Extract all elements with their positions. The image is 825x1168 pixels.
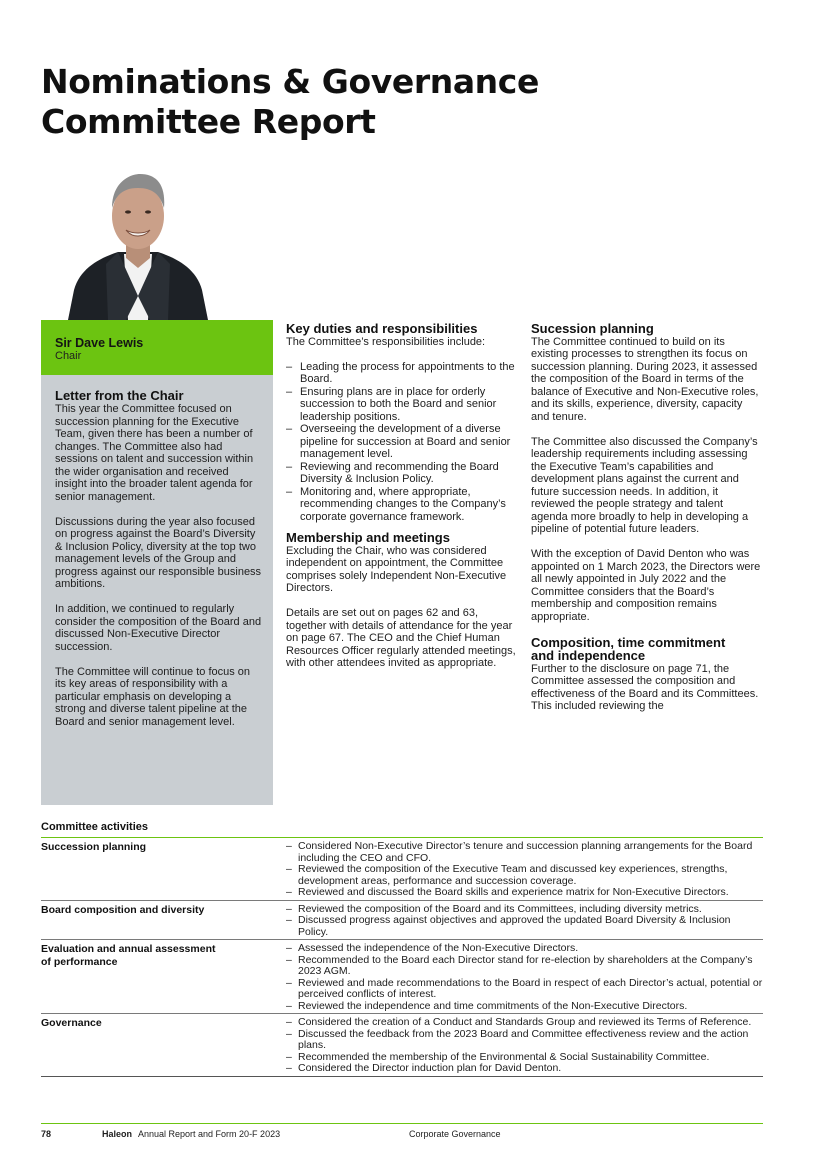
list-item: – Recommended to the Board each Director stand for re-election by shareholders at the Company’s 2023 AGM.	[286, 955, 763, 978]
activity-items	[286, 904, 763, 939]
list-item: – Reviewed the composition of the Board and its Committees, including diversity metrics.	[286, 904, 763, 916]
footer-divider	[41, 1123, 763, 1124]
activity-label	[41, 904, 286, 939]
activity-items	[286, 943, 763, 1012]
report-title: Annual Report and Form 20-F 2023	[138, 1129, 281, 1139]
table-row	[41, 940, 763, 1014]
list-item: – Monitoring and, where appropriate, recommending changes to the Company’s corporate governance framework.	[286, 486, 516, 524]
committee-activities-table	[41, 821, 763, 1077]
activity-label-line: Board composition and diversity	[41, 903, 205, 916]
list-item: – Overseeing the development of a diverse pipeline for succession at Board and senior management level.	[286, 423, 516, 461]
succession-heading: Sucession planning	[531, 321, 654, 336]
activity-label	[41, 943, 286, 1012]
duties-column	[286, 322, 516, 682]
page-title	[41, 62, 641, 142]
list-item: – Reviewed the composition of the Executive Team and discussed key experiences, strengths, development areas, performance and succession coverage.	[286, 864, 763, 887]
page-title-line-2: Committee Report	[41, 102, 376, 141]
activity-label	[41, 841, 286, 899]
duties-list	[286, 361, 516, 524]
list-item: – Reviewing and recommending the Board Diversity & Inclusion Policy.	[286, 461, 516, 486]
page-title-line-1: Nominations & Governance	[41, 62, 539, 101]
duties-heading: Key duties and responsibilities	[286, 321, 478, 336]
table-row	[41, 901, 763, 941]
chair-role: Chair	[55, 350, 82, 362]
membership-paragraph: Details are set out on pages 62 and 63, together with details of attendance for the year on page 67. The CEO and the Chief Human Resources Officer regularly attended meetings, with other attendees invited as appropriate.	[286, 607, 516, 669]
list-item: – Considered Non-Executive Director’s tenure and succession planning arrangements for the Board including the CEO and CFO.	[286, 841, 763, 864]
list-item: – Assessed the independence of the Non-Executive Directors.	[286, 943, 763, 955]
chair-name: Sir Dave Lewis	[55, 336, 144, 350]
page-number: 78	[41, 1129, 52, 1139]
section-name: Corporate Governance	[409, 1129, 501, 1139]
letter-paragraph: Discussions during the year also focused on progress against the Board’s Diversity & Inclusion Policy, diversity at the top two management levels of the Group and progress against our responsible business ambitions.	[55, 515, 262, 590]
brand-name: Haleon	[102, 1129, 133, 1139]
activity-label-line: of performance	[41, 955, 118, 968]
list-item: – Discussed the feedback from the 2023 Board and Committee effectiveness review and the action plans.	[286, 1029, 763, 1052]
succession-paragraph: With the exception of David Denton who was appointed on 1 March 2023, the Directors were all newly appointed in July 2022 and the Committee considers that the Board’s membership and composition remains appropriate.	[531, 548, 761, 623]
list-item: – Ensuring plans are in place for orderly succession to both the Board and senior leadership positions.	[286, 386, 516, 424]
composition-text: Further to the disclosure on page 71, the Committee assessed the composition and effectiveness of the Board and its Committees. This included reviewing the	[531, 662, 759, 712]
activity-label	[41, 1017, 286, 1075]
table-row	[41, 1014, 763, 1077]
list-item: – Reviewed and discussed the Board skills and experience matrix for Non-Executive Directors.	[286, 887, 763, 899]
chair-name-panel	[41, 320, 273, 375]
membership-paragraph: Excluding the Chair, who was considered independent on appointment, the Committee comprises solely Independent Non-Executive Directors.	[286, 544, 507, 594]
letter-heading: Letter from the Chair	[55, 388, 184, 403]
list-item: – Leading the process for appointments to the Board.	[286, 361, 516, 386]
activity-items	[286, 1017, 763, 1075]
activity-label-line: Governance	[41, 1017, 102, 1029]
activity-items	[286, 841, 763, 899]
succession-column	[531, 322, 761, 725]
list-item: – Considered the creation of a Conduct and Standards Group and reviewed its Terms of Reference.	[286, 1017, 763, 1029]
letter-paragraph: In addition, we continued to regularly consider the composition of the Board and discussed Non-Executive Director succession.	[55, 603, 262, 653]
list-item: – Reviewed the independence and time commitments of the Non-Executive Directors.	[286, 1001, 763, 1013]
duties-intro: The Committee’s responsibilities include:	[286, 335, 486, 348]
activity-label-line: Evaluation and annual assessment	[41, 943, 216, 955]
succession-paragraph: The Committee continued to build on its existing processes to strengthen its focus on succession planning. During 2023, it assessed the composition of the Board in terms of the balance of Executive and Non-Executive roles, and its skills, experience, diversity, capacity and tenure.	[531, 335, 759, 423]
letter-paragraph: This year the Committee focused on succession planning for the Executive Team, given there has been a number of changes. The Committee also had sessions on talent and succession within the wider organisation and received insight into the broader talent agenda for senior management.	[55, 403, 254, 503]
composition-heading-line-1: Composition, time commitment	[531, 634, 726, 650]
activity-label-line: Succession planning	[41, 841, 147, 853]
composition-heading	[531, 636, 761, 663]
list-item: – Reviewed and made recommendations to the Board in respect of each Director’s actual, potential or perceived conflicts of interest.	[286, 978, 763, 1001]
composition-heading-line-2: and independence	[531, 648, 646, 663]
activities-heading: Committee activities	[41, 821, 763, 838]
list-item: – Discussed progress against objectives and approved the updated Board Diversity & Inclusion Policy.	[286, 915, 763, 938]
chair-portrait	[60, 168, 216, 320]
letter-from-chair-panel	[41, 375, 273, 805]
list-item: – Considered the Director induction plan for David Denton.	[286, 1063, 763, 1075]
letter-paragraph: The Committee will continue to focus on its key areas of responsibility with a particular emphasis on developing a strong and diverse talent pipeline at the Board and senior management level.	[55, 665, 251, 728]
list-item: – Recommended the membership of the Environmental & Social Sustainability Committee.	[286, 1052, 763, 1064]
membership-heading: Membership and meetings	[286, 530, 450, 545]
table-row	[41, 838, 763, 901]
succession-paragraph: The Committee also discussed the Company’s leadership requirements including assessing the Executive Team’s capabilities and development plans against the current and future succession needs. In addition, it reviewed the people strategy and talent agenda more broadly to help in developing a pipeline of potential future leaders.	[531, 435, 758, 535]
